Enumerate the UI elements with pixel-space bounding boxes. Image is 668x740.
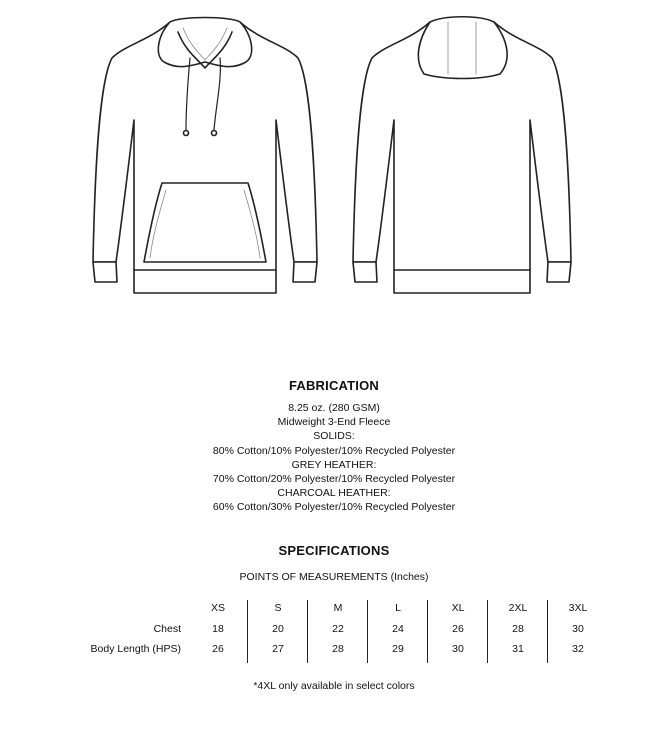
solids-heading: SOLIDS: xyxy=(313,430,355,443)
solids-composition: 80% Cotton/10% Polyester/10% Recycled Polyester xyxy=(212,444,456,457)
size-header-xl: XL xyxy=(451,602,465,614)
hoodie-technical-sketches xyxy=(0,0,668,330)
charcoal-heather-heading: CHARCOAL HEATHER: xyxy=(277,487,391,500)
chest-xl: 26 xyxy=(452,623,464,635)
availability-footnote: *4XL only available in select colors xyxy=(253,680,415,692)
size-spec-table xyxy=(0,600,668,664)
body-length-2xl: 31 xyxy=(512,643,524,655)
size-header-3xl: 3XL xyxy=(568,602,588,614)
body-length-m: 28 xyxy=(332,643,344,655)
fabric-weight: 8.25 oz. (280 GSM) xyxy=(288,402,380,414)
chest-2xl: 28 xyxy=(512,623,524,635)
size-header-xs: XS xyxy=(210,602,225,614)
hoodie-back-sketch xyxy=(353,17,571,293)
chest-m: 22 xyxy=(332,623,344,635)
grey-heather-composition: 70% Cotton/20% Polyester/10% Recycled Polyester xyxy=(212,473,456,486)
size-header-l: L xyxy=(395,602,401,614)
chest-xs: 18 xyxy=(212,623,224,635)
size-header-m: M xyxy=(333,602,343,614)
charcoal-heather-composition: 60% Cotton/30% Polyester/10% Recycled Polyester xyxy=(212,501,456,514)
fabrication-details xyxy=(0,401,668,515)
fabric-type: Midweight 3-End Fleece xyxy=(277,416,391,429)
size-header-2xl: 2XL xyxy=(508,602,528,614)
body-length-xl: 30 xyxy=(452,643,464,655)
specifications-subtitle: POINTS OF MEASUREMENTS (Inches) xyxy=(239,571,429,583)
chest-l: 24 xyxy=(392,623,404,635)
row-label-body-length: Body Length (HPS) xyxy=(90,643,181,655)
specifications-title: SPECIFICATIONS xyxy=(278,543,390,558)
body-length-s: 27 xyxy=(272,643,284,655)
hoodie-front-sketch xyxy=(93,18,317,294)
body-length-xs: 26 xyxy=(212,643,224,655)
chest-3xl: 30 xyxy=(572,623,584,635)
grey-heather-heading: GREY HEATHER: xyxy=(291,458,377,471)
chest-s: 20 xyxy=(272,623,284,635)
body-length-3xl: 32 xyxy=(572,643,584,655)
fabrication-title: FABRICATION xyxy=(288,378,380,393)
body-length-l: 29 xyxy=(392,643,404,655)
size-header-s: S xyxy=(274,602,282,614)
row-label-chest: Chest xyxy=(153,623,181,635)
